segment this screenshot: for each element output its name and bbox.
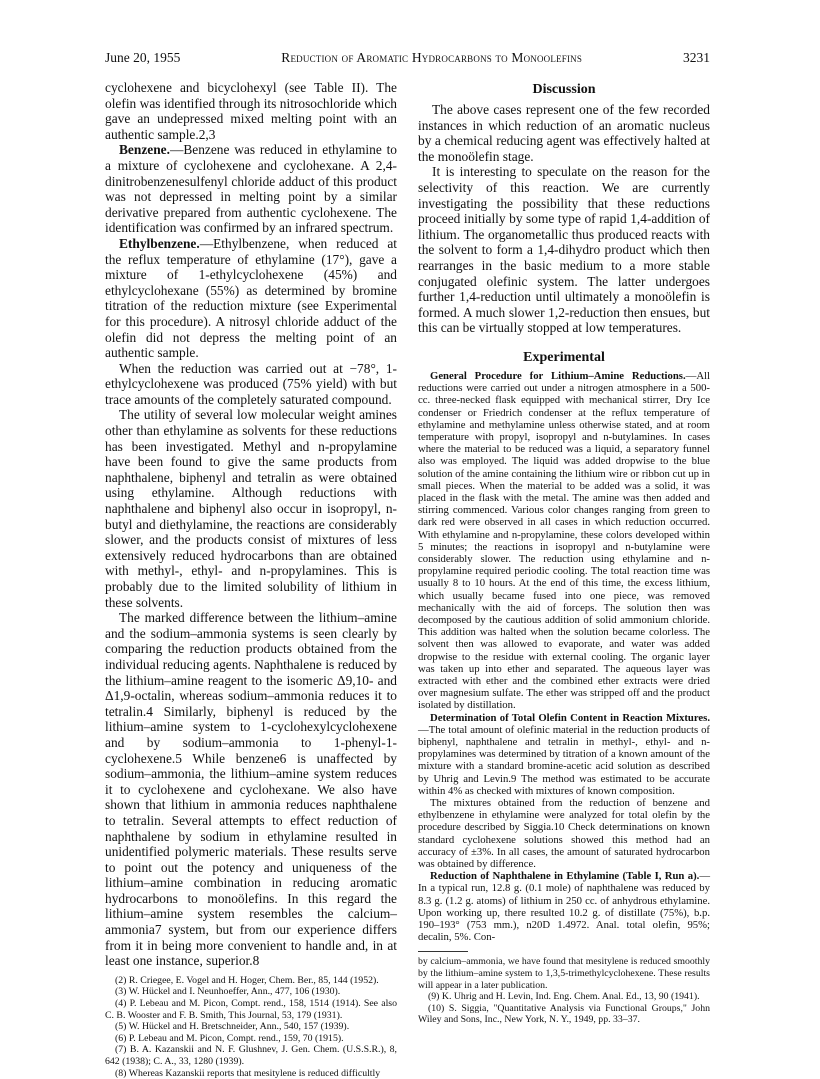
- page-number: 3231: [682, 50, 710, 65]
- ethylbenzene-text: —Ethylbenzene, when reduced at the reflux temperature of ethylamine (17°), gave a mixture of 1-ethylcyclohexene (45%) and ethylcyclohexane (55%) as determined by bromine titration of the reduction mixture (see Experimental for this procedure). A nitrosyl chloride adduct of the olefin did not depress the melting point of an authentic sample.: [105, 235, 397, 361]
- section-heading-discussion: Discussion: [532, 82, 596, 97]
- footnote-rule: [418, 951, 468, 952]
- running-title: Reduction of Aromatic Hydrocarbons to Monoolefins: [281, 50, 583, 65]
- naphthalene-text: —In a typical run, 12.8 g. (0.1 mole) of naphthalene was reduced by 8.3 g. (1.2 g. atoms) of lithium in 250 cc. of anhydrous ethylamine. Upon working up, there resulted 10.2 g. of distillate (75%), b.p. 190–193° (753 mm.), n20D 1.4972. Anal. total olefin, 95%; decalin, 5%. Con-: [418, 870, 710, 944]
- running-header: [105, 50, 710, 70]
- paragraph-benzene: [105, 142, 397, 236]
- benzene-text: —Benzene was reduced in ethylamine to a mixture of cyclohexene and cyclohexane. A 2,4-dinitrobenzenesulfenyl chloride adduct of this product was not depressed in melting point by a similar derivative prepared from authentic cyclohexene. The identification was confirmed by an infrared spectrum.: [105, 142, 397, 236]
- general-procedure-text: —All reductions were carried out under a nitrogen atmosphere in a 500-cc. three-necked flask equipped with mechanical stirrer, Dry Ice condenser or Friedrich condenser at the reflux temperature of ethylamine and methylamine unless otherwise stated, and at room temperature with propyl, isopropyl and n-butylamines. In cases where the material to be reduced was a liquid, a separatory funnel also was employed. The liquid was added dropwise to the blue solution of the amine containing the lithium wire or ribbon cut up in small pieces. When the material to be added was a solid, it was placed in the flask with the metal. The amine was then added and stirring commenced. Various color changes ranging from green to dark red were observed in all cases in which reduction occurred. With ethylamine and n-propylamine, these colors developed within 5 minutes; the reactions in isopropyl and n-butylamine were considerably slower. The reduction using ethylamine and n-propylamine required periodic cooling. The total reaction time was usually 8 to 10 hours. At the end of this time, the excess lithium, which usually became fused into one piece, was removed mechanically with the aid of forceps. The solution then was decomposed by the cautious addition of solid ammonium chloride. This addition was halted when the solution became colorless. The solvent then was allowed to evaporate, and water was added dropwise to the residue with external cooling. The organic layer was taken up into ether and separated. The aqueous layer was extracted with ether and the combined ether extracts were dried over magnesium sulfate. The ether was stripped off and the product isolated by distillation.: [418, 369, 710, 712]
- paragraph-discussion-2: It is interesting to speculate on the reason for the selectivity of this reaction. We are currently investigating the possibility that these reductions proceed initially by some type of rapid 1,4-addition of lithium. The organometallic thus produced reacts with the solvent to form a 1,4-dihydro product which then rearranges in the basic medium to a more stable conjugated olefinic system. The latter undergoes further 1,4-reduction until ultimately a monoölefin is formed. A much slower 1,2-reduction then ensues, but this can be virtually stopped at low temperatures.: [418, 164, 710, 336]
- paragraph-discussion-1: The above cases represent one of the few recorded instances in which reduction of an aromatic nucleus by a chemical reducing agent was effectively halted at the monoölefin stage.: [418, 102, 710, 164]
- discussion-body: [418, 102, 710, 336]
- paragraph-siggia-method: The mixtures obtained from the reduction of benzene and ethylbenzene in ethylamine were analyzed for total olefin by the procedure described by Siggia.10 Check determinations on known standard cyclohexene solutions showed this method had an accuracy of ±3%. In all cases, the amount of saturated hydrocarbon was obtained by difference.: [418, 797, 710, 871]
- left-body: [105, 80, 397, 969]
- issue-date: June 20, 1955: [105, 50, 181, 65]
- runin-heading-olefin-determination: Determination of Total Olefin Content in Reaction Mixtures.: [430, 711, 710, 724]
- runin-heading-general-procedure: General Procedure for Lithium–Amine Reductions.: [430, 369, 686, 382]
- paragraph-olefin-determination: [418, 712, 710, 797]
- footnote-8-continued: by calcium–ammonia, we have found that mesitylene is reduced smoothly by the lithium–amine system to 1,3,5-trimethylcyclohexene. These results will appear in a later publication.: [418, 956, 710, 991]
- left-footnotes: [105, 975, 397, 1079]
- section-heading-experimental: Experimental: [523, 349, 605, 365]
- right-column: [418, 80, 710, 1026]
- left-column: [105, 80, 397, 1079]
- footnote-10: (10) S. Siggia, "Quantitative Analysis via Functional Groups," John Wiley and Sons, Inc., New York, N. Y., 1949, pp. 33–37.: [418, 1002, 710, 1026]
- runin-heading-benzene: Benzene.: [119, 142, 170, 158]
- paragraph-amine-utility: The utility of several low molecular weight amines other than ethylamine as solvents for these reductions has been investigated. Methyl and n-propylamine have been found to give the same products from naphthalene, biphenyl and tetralin as were obtained using ethylamine. Although reductions with naphthalene and biphenyl also occur in isopropyl, n-butyl and diethylamine, the reactions are considerably slower, and the products consist of mixtures of less extensively reduced hydrocarbons than are obtained with methyl-, ethyl- and n-propylamines. This is probably due to the limited solubility of lithium in these solvents.: [105, 407, 397, 610]
- runin-heading-ethylbenzene: Ethylbenzene.: [119, 235, 200, 251]
- footnote-2: (2) R. Criegee, E. Vogel and H. Hoger, Chem. Ber., 85, 144 (1952).: [115, 974, 379, 986]
- footnote-5: (5) W. Hückel and H. Bretschneider, Ann., 540, 157 (1939).: [115, 1021, 350, 1033]
- paragraph-naphthalene-reduction: [418, 870, 710, 943]
- footnote-3: (3) W. Hückel and I. Neunhoeffer, Ann., 477, 106 (1930).: [115, 986, 341, 998]
- olefin-determination-text: —The total amount of olefinic material in the reduction products of biphenyl, naphthalene and tetralin in methyl-, ethyl- and n-propylamines was determined by titration of a known amount of the mixture with a standard bromine-acetic acid solution as described by Uhrig and Levin.9 The method was estimated to be accurate within 4% as checked with mixtures of known composition.: [418, 723, 710, 797]
- paragraph-tetralin-result: cyclohexene and bicyclohexyl (see Table II). The olefin was identified through its nitrosochloride which gave an undepressed mixed melting point with an authentic sample.2,3: [105, 80, 397, 142]
- runin-heading-naphthalene: Reduction of Naphthalene in Ethylamine (Table I, Run a).: [430, 870, 700, 883]
- right-footnotes: [418, 956, 710, 1026]
- paragraph-low-temp: When the reduction was carried out at −78°, 1-ethylcyclohexene was produced (75% yield) with but trace amounts of the completely saturated compound.: [105, 360, 397, 407]
- paragraph-lithium-vs-sodium: The marked difference between the lithium–amine and the sodium–ammonia systems is seen clearly by comparing the reduction products obtained from the individual reducing agents. Naphthalene is reduced by the lithium–amine reagent to the isomeric Δ9,10- and Δ1,9-octalin, whereas sodium–ammonia reduces it to tetralin.4 Similarly, biphenyl is reduced by the lithium–amine system to 1-cyclohexylcyclohexene and by sodium–ammonia to 1-phenyl-1-cyclohexene.5 While benzene6 is unaffected by sodium–ammonia, the lithium–amine system reduces it to cyclohexene and cyclohexane. We also have shown that lithium in ammonia reduces naphthalene to tetralin. Several attempts to effect reduction of naphthalene by sodium in ethylamine resulted in unidentified polymeric materials. These results serve to point out the potency and uniqueness of the lithium–amine combination in reducing aromatic hydrocarbons to monoölefins. In this regard the lithium–amine system resembles the calcium–ammonia7 system, but from our experience differs from it in being more convenient to handle and, in at least one instance, superior.8: [105, 610, 397, 969]
- footnote-6: (6) P. Lebeau and M. Picon, Compt. rend., 159, 70 (1915).: [115, 1032, 344, 1044]
- paragraph-ethylbenzene: [105, 236, 397, 361]
- footnote-9: (9) K. Uhrig and H. Levin, Ind. Eng. Chem. Anal. Ed., 13, 90 (1941).: [428, 991, 700, 1003]
- paragraph-general-procedure: [418, 370, 710, 712]
- footnote-4: (4) P. Lebeau and M. Picon, Compt. rend., 158, 1514 (1914). See also C. B. Wooster and F. B. Smith, This Journal, 53, 179 (1931).: [105, 998, 397, 1021]
- footnote-8: (8) Whereas Kazanskii reports that mesitylene is reduced difficultly: [115, 1067, 381, 1079]
- experimental-body: [418, 370, 710, 944]
- footnote-7: (7) B. A. Kazanskii and N. F. Glushnev, J. Gen. Chem. (U.S.S.R.), 8, 642 (1938); C. A., 33, 1280 (1939).: [105, 1044, 397, 1067]
